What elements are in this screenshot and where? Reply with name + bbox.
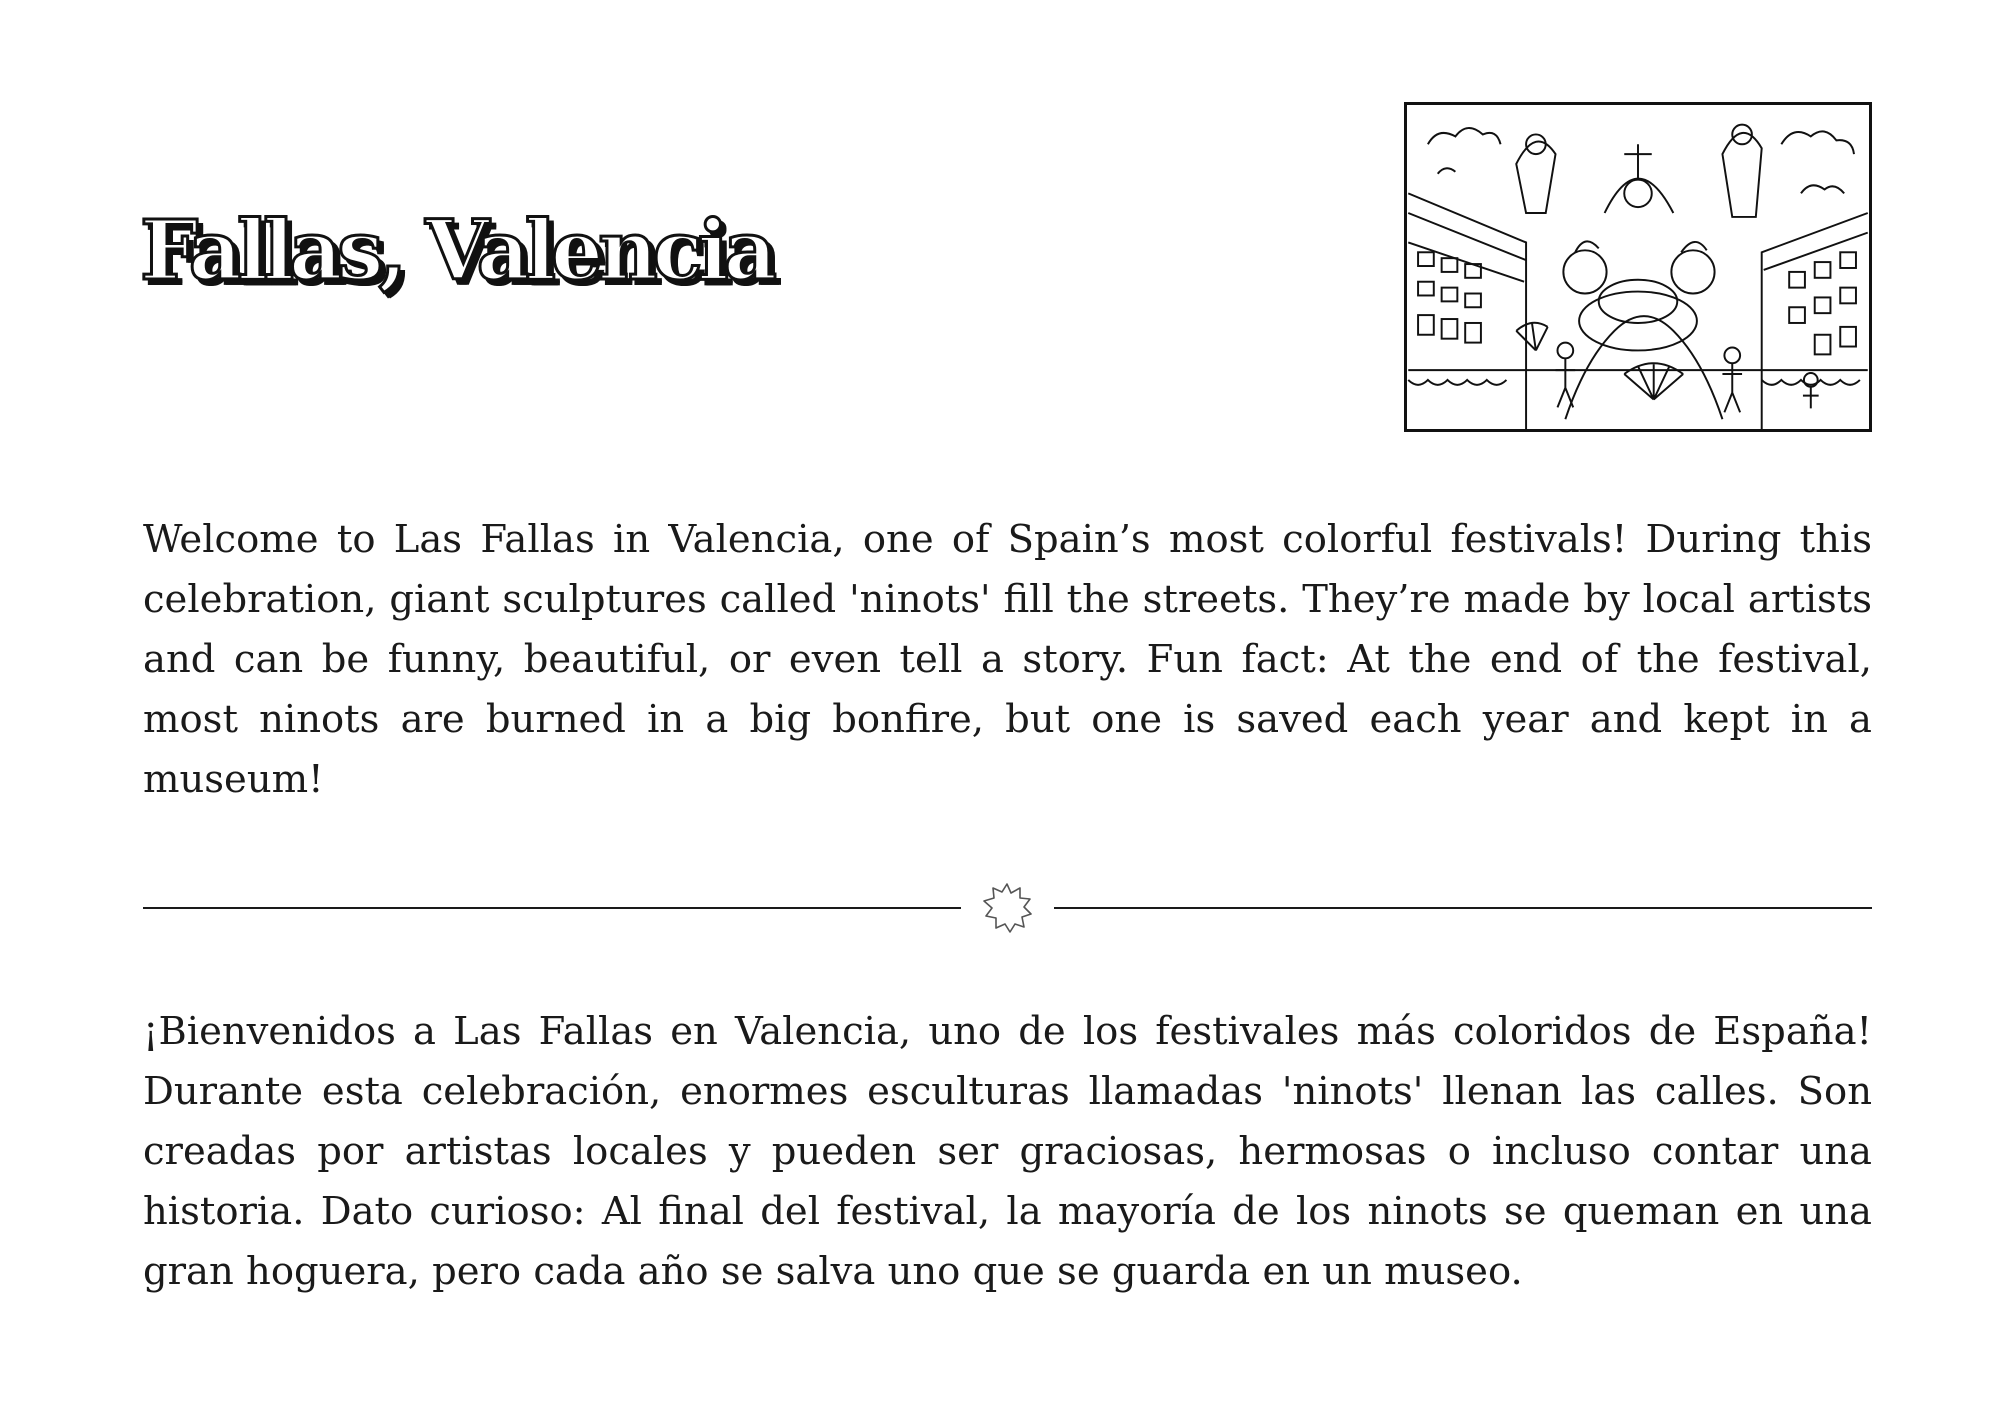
- divider-line-left: [143, 907, 961, 909]
- fallas-illustration: [1404, 102, 1872, 432]
- fallas-monument-icon: [1407, 105, 1869, 429]
- divider-line-right: [1054, 907, 1872, 909]
- page-title: Fallas, Valencia: [140, 203, 772, 299]
- star-ornament-icon: [980, 882, 1034, 934]
- english-paragraph: Welcome to Las Fallas in Valencia, one of Spain’s most colorful festivals! During this celebration, giant sculptures called 'ninots' fill the streets. They’re made by local artists and can be funny, beautiful, or even tell a story. Fun fact: At the end of the festival, most ninots are burned in a big bonfire, but one is saved each year and kept in a museum!: [143, 517, 1872, 802]
- spanish-paragraph: ¡Bienvenidos a Las Fallas en Valencia, uno de los festivales más coloridos de España! Durante esta celebración, enormes esculturas llamadas 'ninots' llenan las calles. Son creadas por artistas locales y pueden ser graciosas, hermosas o incluso contar una historia. Dato curioso: Al final del festival, la mayoría de los ninots se queman en una gran hoguera, pero cada año se salva uno que se guarda en un museo.: [143, 1009, 1872, 1294]
- section-divider: [143, 880, 1872, 936]
